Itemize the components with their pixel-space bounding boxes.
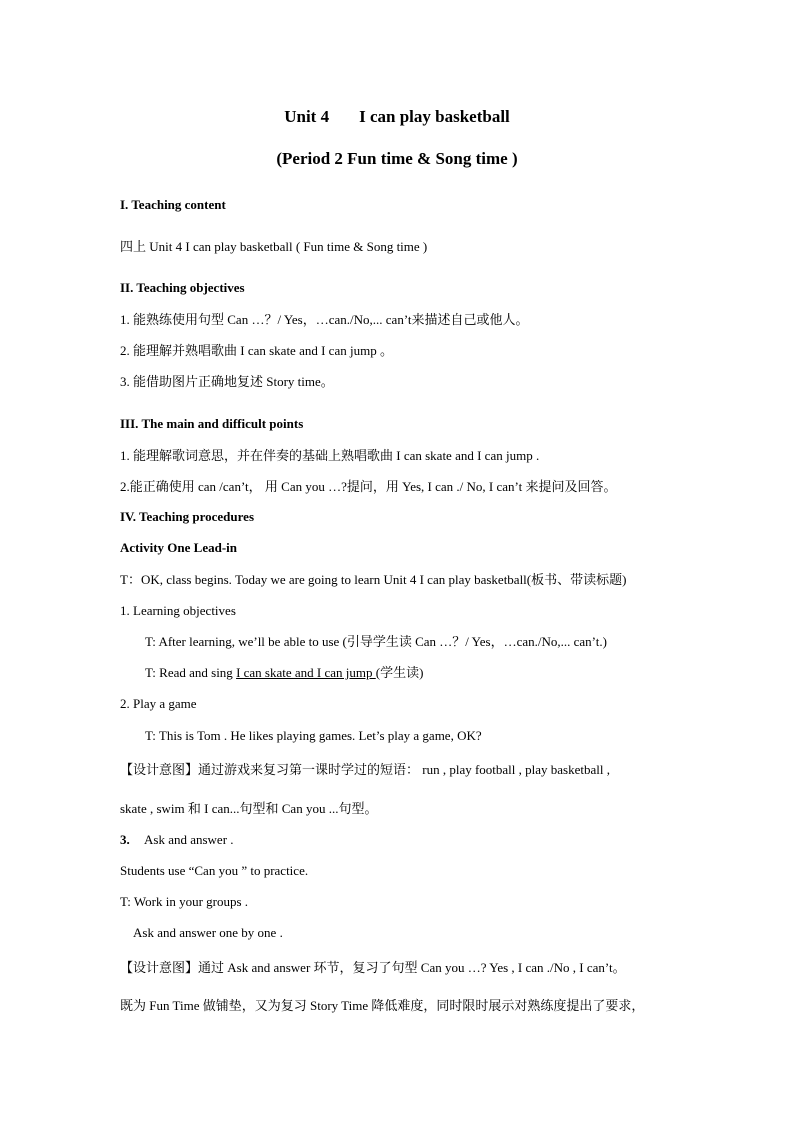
- read-sing-prefix: T: Read and sing: [145, 665, 237, 680]
- activity-one-heading: Activity One Lead-in: [120, 540, 237, 555]
- work-groups-line: T: Work in your groups .: [120, 894, 249, 909]
- learning-objectives-line-b: [145, 665, 423, 681]
- objective-3: 3. 能借助图片正确地复述 Story time。: [120, 374, 334, 389]
- unit-title: [0, 107, 794, 127]
- point-1: 1. 能理解歌词意思，并在伴奏的基础上熟唱歌曲 I can skate and I can jump .: [120, 448, 540, 463]
- students-practice-line: Students use “Can you ” to practice.: [120, 863, 309, 878]
- item-3-text: Ask and answer .: [144, 832, 234, 847]
- play-game-line: T: This is Tom . He likes playing games. Let’s play a game, OK?: [145, 728, 482, 743]
- design-intent-2-line-b: 既为 Fun Time 做铺垫，又为复习 Story Time 降低难度，同时限时展示对熟练度提出了要求，: [120, 998, 645, 1013]
- ask-answer-line: Ask and answer one by one .: [133, 925, 283, 940]
- section-heading-content: I. Teaching content: [120, 197, 226, 212]
- content-text: 四上 Unit 4 I can play basketball ( Fun time & Song time ): [120, 239, 428, 254]
- period-title: (Period 2 Fun time & Song time ): [276, 149, 518, 168]
- learning-objectives-line-a: T: After learning, we’ll be able to use (引导学生读 Can …？/ Yes，…can./No,... can’t.): [145, 634, 607, 649]
- point-2: 2.能正确使用 can /can’t， 用 Can you …?提问，用 Yes, I can ./ No, I can’t 来提问及回答。: [120, 479, 617, 494]
- section-heading-points: III. The main and difficult points: [120, 416, 304, 431]
- design-intent-1-line-b: skate , swim 和 I can...句型和 Can you ...句型。: [120, 801, 378, 816]
- song-title-underlined: I can skate and I can jump: [236, 665, 376, 680]
- item-3-number: 3.: [120, 832, 130, 847]
- section-heading-procedures: IV. Teaching procedures: [120, 509, 255, 524]
- objective-1: 1. 能熟练使用句型 Can …？/ Yes，…can./No,... can’t来描述自己或他人。: [120, 312, 529, 327]
- read-sing-suffix: (学生读): [375, 665, 424, 680]
- design-intent-1-line-a: 【设计意图】通过游戏来复习第一课时学过的短语： run , play football , play basketball ,: [120, 762, 610, 777]
- unit-number: Unit 4: [284, 107, 330, 126]
- section-heading-objectives: II. Teaching objectives: [120, 280, 245, 295]
- design-intent-2-line-a: 【设计意图】通过 Ask and answer 环节，复习了句型 Can you …? Yes , I can ./No , I can’t。: [120, 960, 626, 975]
- teacher-line: T：OK, class begins. Today we are going to learn Unit 4 I can play basketball(板书、带读标题): [120, 572, 627, 587]
- list-item-ask-answer: [120, 832, 234, 848]
- list-item-play-game: 2. Play a game: [120, 696, 197, 711]
- objective-2: 2. 能理解并熟唱歌曲 I can skate and I can jump 。: [120, 343, 393, 358]
- list-item-learning-objectives: 1. Learning objectives: [120, 603, 236, 618]
- unit-name: I can play basketball: [359, 107, 510, 126]
